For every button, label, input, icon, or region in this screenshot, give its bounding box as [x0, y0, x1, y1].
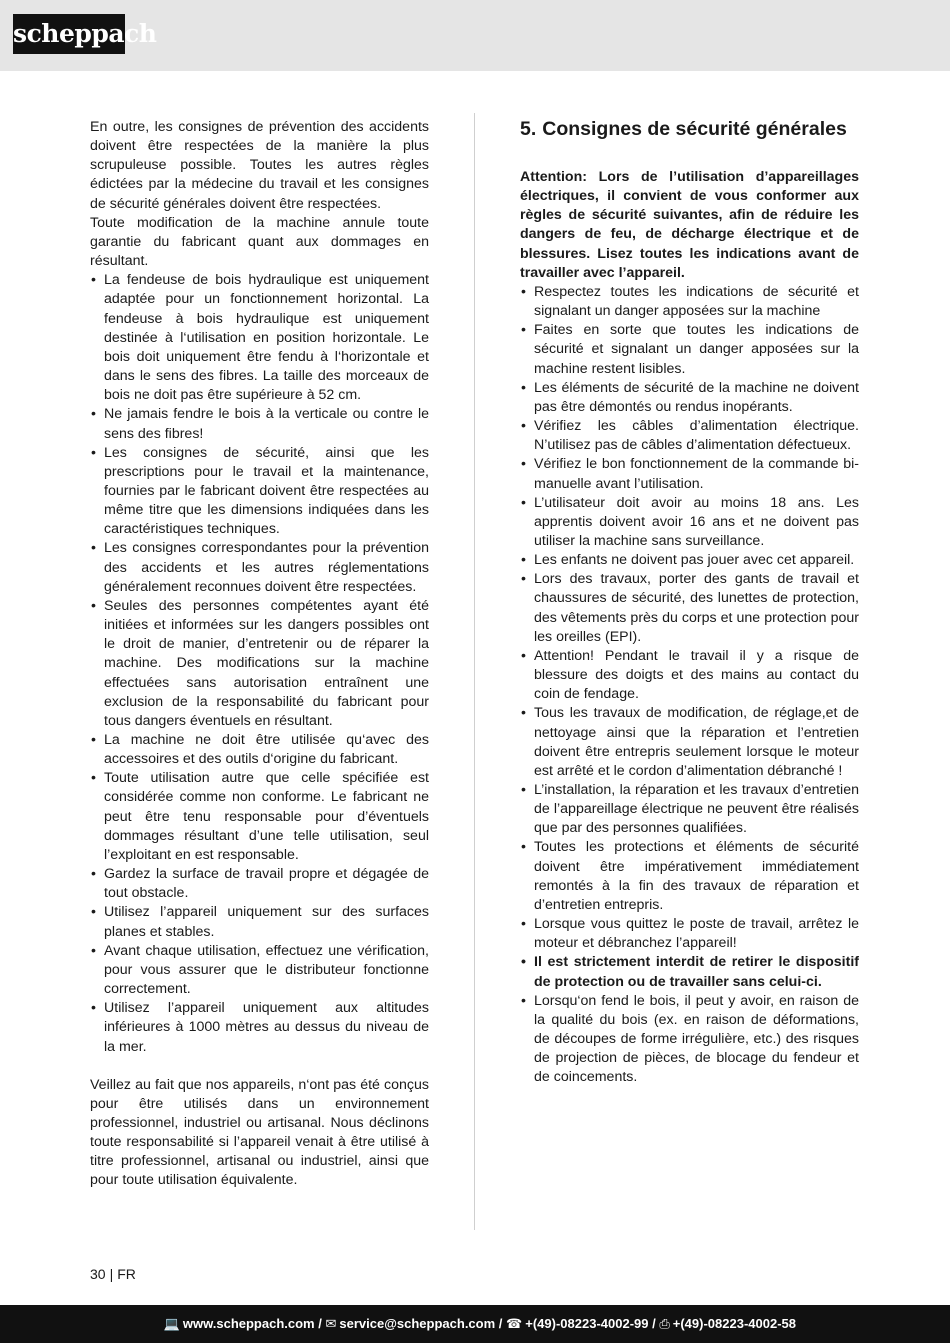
warning-paragraph: Attention: Lors de l’utilisation d’appareillages électriques, il convient de vous conformer aux règles de sécurité suivantes, afin de réduire les dangers de feu, de décharge électrique et de blessures. Lisez toutes les indications avant de travailler avec l’appareil. [520, 169, 859, 281]
list-item: • Les enfants ne doivent pas jouer avec cet appareil. [520, 551, 859, 570]
list-item: • Gardez la surface de travail propre et dégagée de tout obstacle. [90, 865, 429, 903]
list-item: • Vérifiez les câbles d’alimentation électrique. N’utilisez pas de câbles d’alimentation défectueux. [520, 417, 859, 455]
footer-bar [0, 1305, 950, 1343]
list-item: • Utilisez l’appareil uniquement aux altitudes inférieures à 1000 mètres au dessus du niveau de la mer. [90, 999, 429, 1056]
list-item: • Il est strictement interdit de retirer le dispositif de protection ou de travailler sans celui-ci. [520, 953, 859, 991]
computer-icon: 💻 [163, 1316, 180, 1331]
list-item: • Toutes les protections et éléments de sécurité doivent être impérativement immédiatement remontés à la fin des travaux de réparation et d’entretien entrepris. [520, 838, 859, 915]
telephone-icon: ☎ [506, 1316, 523, 1331]
header-band [0, 0, 950, 71]
list-item: • Tous les travaux de modification, de réglage,et de nettoyage ainsi que la réparation et l’entretien doivent être entrepris seulement lorsque le moteur est arrêté et le cordon d’alimentation débranché ! [520, 704, 859, 781]
list-item: • Les éléments de sécurité de la machine ne doivent pas être démontés ou rendus inopérants. [520, 379, 859, 417]
list-item: • La fendeuse de bois hydraulique est uniquement adaptée pour un fonctionnement horizontal. La fendeuse à bois hydraulique est uniquement destinée à l‘utilisation en position horizontale. Le bois doit uniquement être fendu à l‘horizontale et dans le sens des fibres. La taille des morceaux de bois ne doit pas être supérieure à 52 cm. [90, 271, 429, 405]
section-heading [520, 118, 859, 140]
page-number-value: 30 [90, 1266, 106, 1282]
list-item: • Faites en sorte que toutes les indications de sécurité et signalant un danger apposées sur la machine restent lisibles. [520, 321, 859, 378]
spacer [90, 1057, 429, 1076]
right-column [520, 118, 859, 1088]
list-item: • Utilisez l’appareil uniquement sur des surfaces planes et stables. [90, 903, 429, 941]
list-item: • Lorsqu‘on fend le bois, il peut y avoir, en raison de la qualité du bois (ex. en raison de déformations, de découpes de forme irrégulière, etc.) des risques de projection de pièces, de blocage du fendeur et de coincements. [520, 992, 859, 1088]
scheppach-logo: scheppach [13, 14, 125, 54]
footer-website-link[interactable]: www.scheppach.com [182, 1316, 315, 1331]
footer-separator: / [498, 1316, 503, 1331]
list-item: • Avant chaque utilisation, effectuez une vérification, pour vous assurer que le distributeur fonctionne correctement. [90, 942, 429, 999]
footer-phone: +(49)-08223-4002-99 [525, 1316, 649, 1331]
list-item: • L’utilisateur doit avoir au moins 18 ans. Les apprentis doivent avoir 16 ans et ne doivent pas utiliser la machine sans surveillance. [520, 494, 859, 551]
list-item: • Les consignes correspondantes pour la prévention des accidents et les autres réglementations généralement reconnues doivent être respectées. [90, 539, 429, 596]
list-item: • Les consignes de sécurité, ainsi que les prescriptions pour le travail et la maintenance, fournies par le fabricant doivent être respectées au même titre que les dimensions indiquées dans les caractéristiques techniques. [90, 444, 429, 540]
footer-email-link[interactable]: service@scheppach.com [339, 1316, 496, 1331]
footer-separator: / [652, 1316, 656, 1331]
list-item: • Seules des personnes compétentes ayant été initiées et informées sur les dangers possibles ont le droit de manier, d’entretenir ou de réparer la machine. Des modifications sur la machine effectuées sans autorisation entraînent une exclusion de la responsabilité du fabricant pour tous dangers éventuels en résultant. [90, 597, 429, 731]
left-column [90, 118, 429, 1191]
page-language: FR [117, 1266, 136, 1282]
section-title: Consignes de sécurité générales [542, 118, 847, 140]
footer-fax: +(49)-08223-4002-58 [672, 1316, 796, 1331]
list-item: • Attention! Pendant le travail il y a risque de blessure des doigts et des mains au contact du coin de fendage. [520, 647, 859, 704]
list-item: • Ne jamais fendre le bois à la verticale ou contre le sens des fibres! [90, 405, 429, 443]
left-bullet-list [90, 271, 429, 1056]
list-item: • Lorsque vous quittez le poste de travail, arrêtez le moteur et débranchez l’appareil! [520, 915, 859, 953]
column-divider [474, 113, 475, 1230]
closing-paragraph: Veillez au fait que nos appareils, n‘ont pas été conçus pour être utilisés dans un environnement professionnel, industriel ou artisanal. Nous déclinons toute responsabilité si l’appareil venait à être utilisé à titre professionnel, artisanal ou industriel, ainsi que pour toute utilisation équivalente. [90, 1076, 429, 1189]
right-bullet-list [520, 283, 859, 1088]
list-item: • Toute utilisation autre que celle spécifiée est considérée comme non conforme. Le fabricant ne peut être tenu responsable pour d’éventuels dommages résultant d’une telle utilisation, seul l’exploitant en est responsable. [90, 769, 429, 865]
intro-paragraph: En outre, les consignes de prévention des accidents doivent être respectées de la manière la plus scrupuleuse possible. Toutes les autres règles édictées par la médecine du travail et les consignes de sécurité générales doivent être respectées. [90, 119, 429, 212]
fax-icon: ⎙ [659, 1316, 670, 1331]
list-item: • L’installation, la réparation et les travaux d’entretien de l’appareillage électrique ne peuvent être réalisés que par des personnes qualifiées. [520, 781, 859, 838]
section-number: 5. [520, 118, 537, 140]
list-item: • Vérifiez le bon fonctionnement de la commande bi-manuelle avant l’utilisation. [520, 455, 859, 493]
footer-separator: / [318, 1316, 322, 1331]
footer-contact [164, 1315, 796, 1333]
page-number [90, 1265, 136, 1283]
warranty-paragraph: Toute modification de la machine annule toute garantie du fabricant quant aux dommages en résultant. [90, 214, 429, 270]
list-item: • La machine ne doit être utilisée qu‘avec des accessoires et des outils d‘origine du fabricant. [90, 731, 429, 769]
envelope-icon: ✉ [325, 1316, 337, 1331]
page-separator: | [109, 1266, 114, 1282]
list-item: • Lors des travaux, porter des gants de travail et chaussures de sécurité, des lunettes de protection, des vêtements près du corps et une protection pour les oreilles (EPI). [520, 570, 859, 647]
list-item: • Respectez toutes les indications de sécurité et signalant un danger apposées sur la machine [520, 283, 859, 321]
